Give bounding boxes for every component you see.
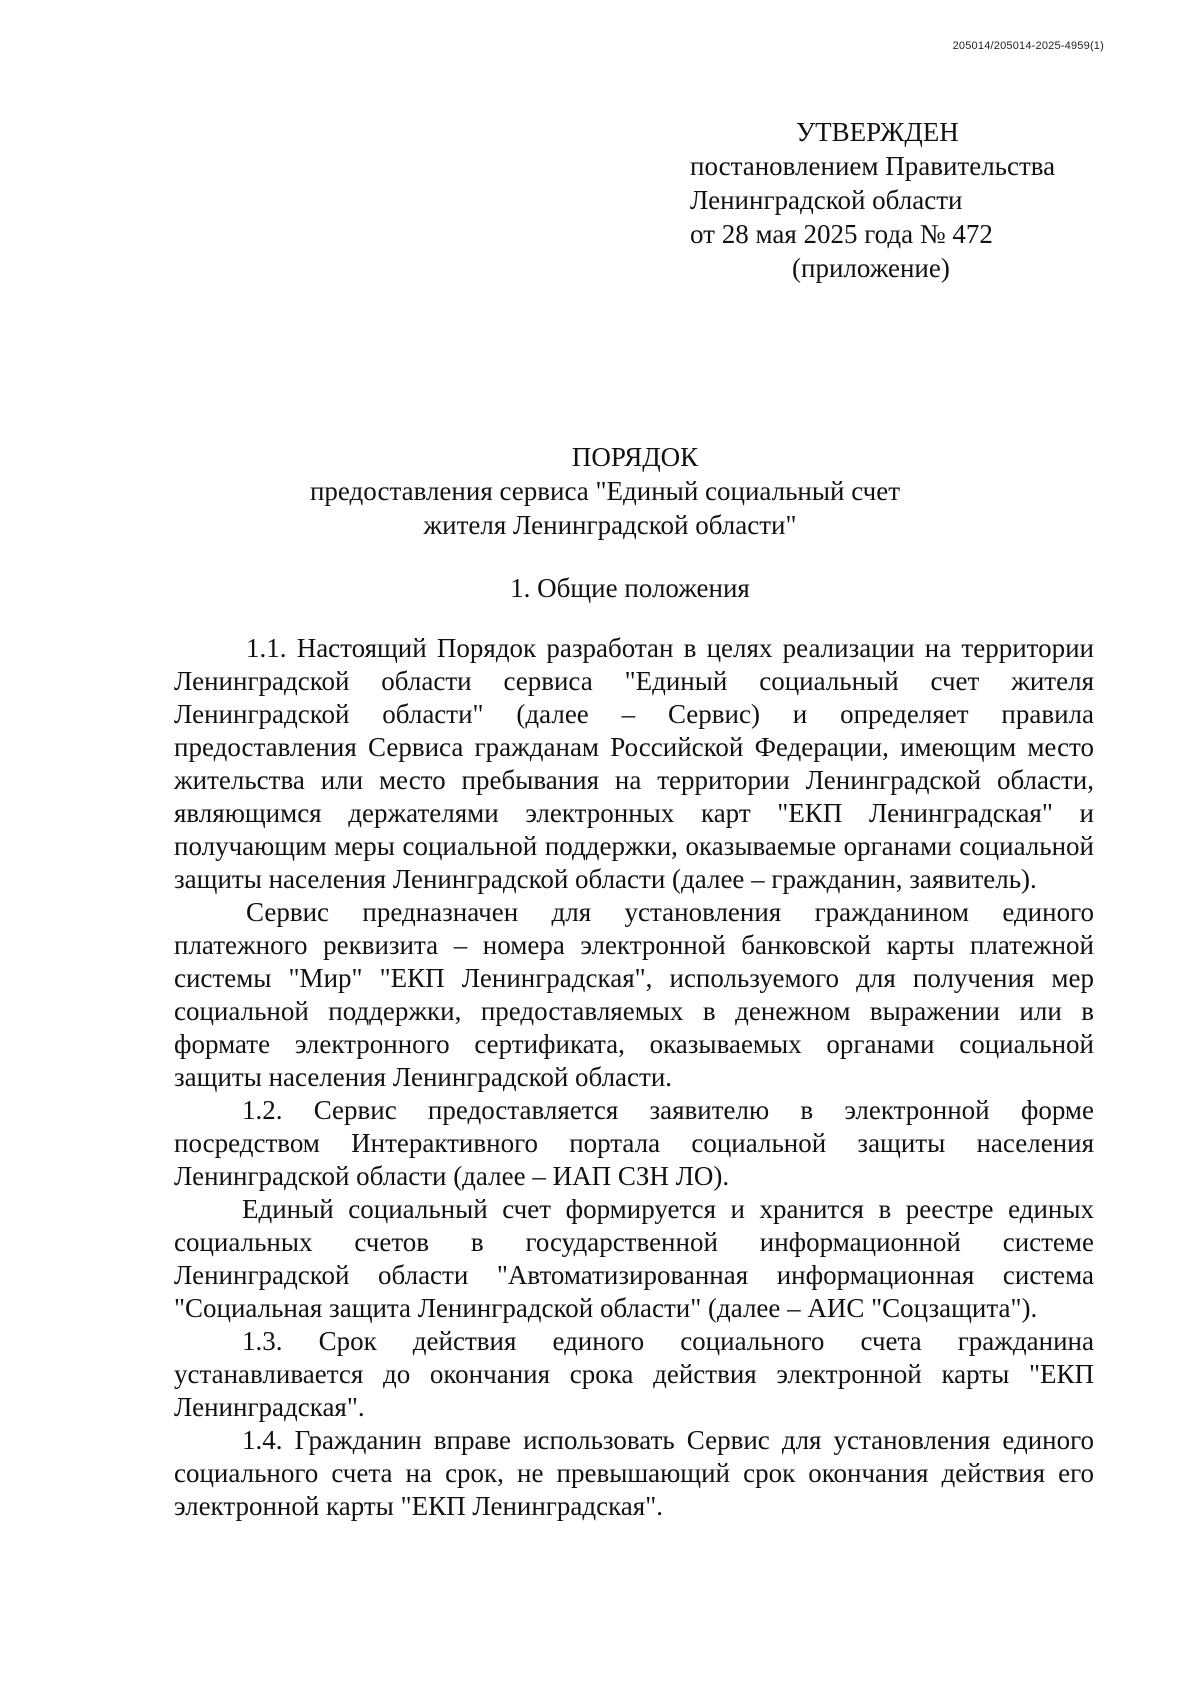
approval-line-2: Ленинградской области bbox=[690, 185, 963, 215]
title-main: ПОРЯДОК bbox=[571, 442, 699, 472]
section-heading: 1. Общие положения bbox=[510, 573, 750, 603]
document-registration-number: 205014/205014-2025-4959(1) bbox=[952, 40, 1104, 52]
document-title bbox=[0, 440, 1200, 542]
approval-line-3: от 28 мая 2025 года № 472 bbox=[690, 219, 993, 249]
paragraph-1-1: 1.1. Настоящий Порядок разработан в целях реализации на территории Ленинградской области сервиса "Единый социальный счет жителя Ленинградской области" (далее – Сервис) и определяет правила предоставления Сервиса гражданам Российской Федерации, имеющим место жительства или место пребывания на территории Ленинградской области, являющимся держателями электронных карт "ЕКП Ленинградская" и получающим меры социальной поддержки, оказываемые органами социальной защиты населения Ленинградской области (далее – гражданин, заявитель). bbox=[174, 633, 1094, 894]
approval-stamp-block bbox=[690, 115, 1055, 285]
approval-heading: УТВЕРЖДЕН bbox=[796, 117, 959, 147]
paragraph-1-4: 1.4. Гражданин вправе использовать Сервис для установления единого социального счета на срок, не превышающий срок окончания действия его электронной карты "ЕКП Ленинградская". bbox=[174, 1425, 1094, 1521]
section-body bbox=[174, 632, 1094, 1523]
paragraph-registry: Единый социальный счет формируется и хранится в реестре единых социальных счетов в государственной информационной системе Ленинградской области "Автоматизированная информационная система "Социальная защита Ленинградской области" (далее – АИС "Соцзащита"). bbox=[174, 1194, 1094, 1323]
title-subtitle-line-2: жителя Ленинградской области" bbox=[423, 510, 797, 540]
approval-line-1: постановлением Правительства bbox=[690, 151, 1056, 181]
title-subtitle-line-1: предоставления сервиса "Единый социальный счет bbox=[309, 476, 901, 506]
paragraph-service-purpose: Сервис предназначен для установления гражданином единого платежного реквизита – номера электронной банковской карты платежной системы "Мир" "ЕКП Ленинградская", используемого для получения мер социальной поддержки, предоставляемых в денежном выражении или в формате электронного сертификата, оказываемых органами социальной защиты населения Ленинградской области. bbox=[174, 897, 1094, 1092]
paragraph-1-2: 1.2. Сервис предоставляется заявителю в электронной форме посредством Интерактивного портала социальной защиты населения Ленинградской области (далее – ИАП СЗН ЛО). bbox=[174, 1095, 1094, 1191]
paragraph-1-3: 1.3. Срок действия единого социального счета гражданина устанавливается до окончания срока действия электронной карты "ЕКП Ленинградская". bbox=[174, 1326, 1094, 1422]
approval-appendix: (приложение) bbox=[792, 253, 950, 283]
